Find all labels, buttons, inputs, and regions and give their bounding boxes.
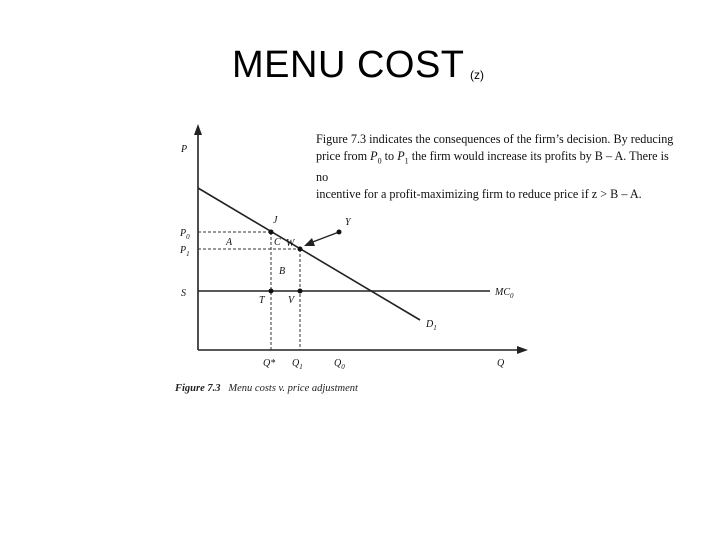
label-qstar: Q*	[263, 358, 276, 369]
description-line-2c: the firm would increase its profits by B – A. There is no	[316, 148, 669, 185]
label-mc0: $MC_0$	[495, 287, 514, 300]
label-c: C	[274, 237, 281, 248]
label-p0: $P_0$	[180, 228, 190, 241]
point-y	[337, 230, 342, 235]
y-to-w-arrow	[310, 232, 339, 243]
axis-label-p: P	[181, 144, 188, 155]
point-v	[298, 289, 303, 294]
figure-caption-text: Menu costs v. price adjustment	[228, 383, 358, 394]
axis-label-q: Q	[497, 358, 505, 369]
description-p1: P	[397, 148, 405, 163]
demand-curve	[198, 188, 420, 320]
point-t	[269, 289, 274, 294]
description-line-2a: price from	[316, 148, 371, 163]
label-w: W	[286, 238, 295, 249]
area-label-b: B	[279, 266, 286, 277]
label-t: T	[259, 295, 265, 306]
y-axis-arrowhead	[194, 124, 202, 135]
description-line-1: Figure 7.3 indicates the consequences of the firm’s decision. By reducing	[316, 132, 674, 146]
label-v: V	[288, 295, 295, 306]
label-s: S	[181, 288, 186, 299]
figure-caption-label: Figure 7.3	[175, 383, 221, 394]
label-q0: $Q_0$	[334, 358, 345, 371]
label-j: J	[273, 215, 278, 226]
description-line-2b: to	[381, 148, 398, 163]
slide-note: (z)	[470, 68, 484, 82]
slide-title: MENU COST	[232, 44, 465, 86]
y-to-w-arrowhead	[304, 238, 315, 246]
x-axis-arrowhead	[517, 346, 528, 354]
label-p1: $P_1$	[180, 245, 190, 258]
point-j	[269, 230, 274, 235]
label-d1: $D_1$	[426, 319, 437, 332]
description-line-3: incentive for a profit-maximizing firm to reduce price if z > B – A.	[316, 186, 642, 201]
label-y: Y	[345, 217, 351, 228]
area-label-a: A	[226, 237, 233, 248]
description-p1-sub: 1	[404, 155, 409, 165]
description-p0-sub: 0	[377, 155, 382, 165]
figure-caption	[175, 383, 358, 394]
point-w	[298, 247, 303, 252]
description-p0: P	[370, 148, 378, 163]
label-q1: $Q_1$	[292, 358, 303, 371]
